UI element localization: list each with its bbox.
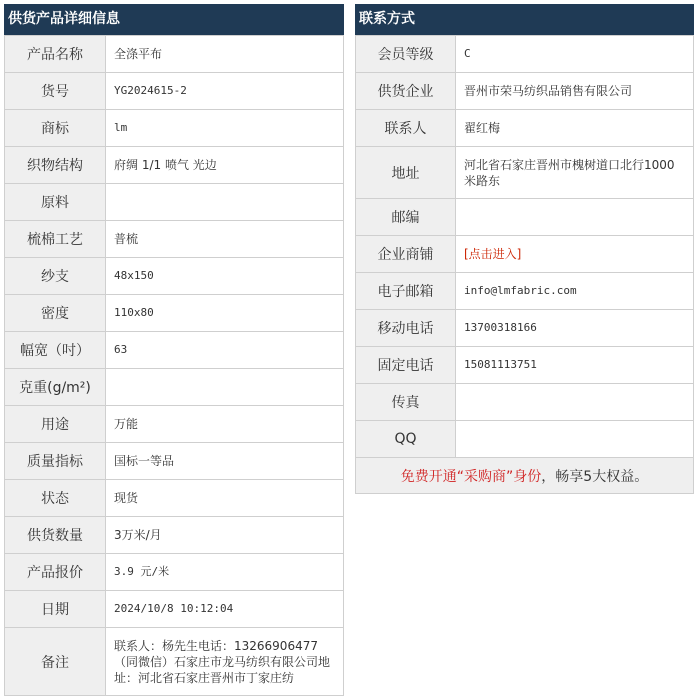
table-row bbox=[356, 310, 694, 347]
table-row bbox=[5, 221, 344, 258]
table-row bbox=[356, 147, 694, 199]
row-value-yarn-count: 48x150 bbox=[106, 258, 344, 295]
table-row bbox=[356, 347, 694, 384]
row-label-product-name: 产品名称 bbox=[5, 36, 106, 73]
table-row bbox=[5, 73, 344, 110]
table-row bbox=[5, 480, 344, 517]
row-label-item-no: 货号 bbox=[5, 73, 106, 110]
table-row bbox=[5, 295, 344, 332]
supply-panel-title: 供货产品详细信息 bbox=[4, 4, 344, 35]
row-value-width: 63 bbox=[106, 332, 344, 369]
row-label-postcode: 邮编 bbox=[356, 199, 456, 236]
contact-info-table bbox=[355, 35, 694, 494]
row-value-qq bbox=[456, 421, 694, 458]
row-label-yarn-count: 纱支 bbox=[5, 258, 106, 295]
table-row bbox=[5, 184, 344, 221]
row-label-supplier: 供货企业 bbox=[356, 73, 456, 110]
table-row bbox=[5, 591, 344, 628]
table-row bbox=[5, 36, 344, 73]
promo-highlight[interactable]: 免费开通“采购商”身份 bbox=[400, 468, 542, 485]
row-value-contact-person: 翟红梅 bbox=[456, 110, 694, 147]
row-label-landline: 固定电话 bbox=[356, 347, 456, 384]
contact-panel-title: 联系方式 bbox=[355, 4, 694, 35]
supply-info-table bbox=[4, 35, 344, 696]
row-value-brand: lm bbox=[106, 110, 344, 147]
row-label-fax: 传真 bbox=[356, 384, 456, 421]
row-label-weight: 克重(g/m²) bbox=[5, 369, 106, 406]
row-value-status: 现货 bbox=[106, 480, 344, 517]
row-label-member-level: 会员等级 bbox=[356, 36, 456, 73]
table-row bbox=[5, 110, 344, 147]
row-label-supply-quantity: 供货数量 bbox=[5, 517, 106, 554]
table-row bbox=[5, 443, 344, 480]
row-label-fabric-structure: 织物结构 bbox=[5, 147, 106, 184]
row-value-supply-quantity: 3万米/月 bbox=[106, 517, 344, 554]
table-row bbox=[356, 36, 694, 73]
table-row bbox=[5, 406, 344, 443]
table-row bbox=[5, 369, 344, 406]
row-label-status: 状态 bbox=[5, 480, 106, 517]
row-value-shop bbox=[456, 236, 694, 273]
table-row bbox=[5, 628, 344, 696]
row-value-fax bbox=[456, 384, 694, 421]
row-value-usage: 万能 bbox=[106, 406, 344, 443]
table-row bbox=[356, 73, 694, 110]
table-row bbox=[5, 517, 344, 554]
row-value-landline: 15081113751 bbox=[456, 347, 694, 384]
table-row bbox=[5, 332, 344, 369]
table-row bbox=[356, 273, 694, 310]
row-label-remarks: 备注 bbox=[5, 628, 106, 696]
enter-shop-link[interactable]: [点击进入] bbox=[464, 247, 522, 261]
row-label-price: 产品报价 bbox=[5, 554, 106, 591]
table-row bbox=[356, 199, 694, 236]
row-value-mobile: 13700318166 bbox=[456, 310, 694, 347]
row-label-qq: QQ bbox=[356, 421, 456, 458]
row-label-brand: 商标 bbox=[5, 110, 106, 147]
row-label-contact-person: 联系人 bbox=[356, 110, 456, 147]
row-label-width: 幅宽（吋） bbox=[5, 332, 106, 369]
contact-info-panel bbox=[355, 4, 694, 494]
row-label-mobile: 移动电话 bbox=[356, 310, 456, 347]
table-row bbox=[356, 421, 694, 458]
promo-banner[interactable] bbox=[356, 458, 694, 494]
row-value-price: 3.9 元/米 bbox=[106, 554, 344, 591]
table-row bbox=[5, 258, 344, 295]
row-value-raw-material bbox=[106, 184, 344, 221]
table-row bbox=[356, 384, 694, 421]
row-value-product-name: 全涤平布 bbox=[106, 36, 344, 73]
row-value-postcode bbox=[456, 199, 694, 236]
table-row bbox=[356, 110, 694, 147]
promo-rest: ，畅享5大权益。 bbox=[541, 468, 649, 485]
row-value-member-level: C bbox=[456, 36, 694, 73]
row-value-date: 2024/10/8 10:12:04 bbox=[106, 591, 344, 628]
table-row bbox=[5, 147, 344, 184]
row-value-supplier: 晋州市荣马纺织品销售有限公司 bbox=[456, 73, 694, 110]
row-value-weight bbox=[106, 369, 344, 406]
row-value-density: 110x80 bbox=[106, 295, 344, 332]
row-label-address: 地址 bbox=[356, 147, 456, 199]
row-value-remarks: 联系人：杨先生电话：13266906477（同微信）石家庄市龙马纺织有限公司地址：河北省石家庄晋州市丁家庄纺 bbox=[106, 628, 344, 696]
row-label-email: 电子邮箱 bbox=[356, 273, 456, 310]
table-row bbox=[356, 236, 694, 273]
row-label-shop: 企业商铺 bbox=[356, 236, 456, 273]
row-value-fabric-structure: 府绸 1/1 喷气 光边 bbox=[106, 147, 344, 184]
row-value-address: 河北省石家庄晋州市槐树道口北行1000米路东 bbox=[456, 147, 694, 199]
row-label-quality: 质量指标 bbox=[5, 443, 106, 480]
row-value-item-no: YG2024615-2 bbox=[106, 73, 344, 110]
row-value-quality: 国标一等品 bbox=[106, 443, 344, 480]
supply-info-panel bbox=[4, 4, 344, 696]
row-label-usage: 用途 bbox=[5, 406, 106, 443]
row-label-date: 日期 bbox=[5, 591, 106, 628]
promo-row bbox=[356, 458, 694, 494]
row-label-density: 密度 bbox=[5, 295, 106, 332]
row-label-raw-material: 原料 bbox=[5, 184, 106, 221]
row-value-carding-process: 普梳 bbox=[106, 221, 344, 258]
row-value-email: info@lmfabric.com bbox=[456, 273, 694, 310]
table-row bbox=[5, 554, 344, 591]
row-label-carding-process: 梳棉工艺 bbox=[5, 221, 106, 258]
